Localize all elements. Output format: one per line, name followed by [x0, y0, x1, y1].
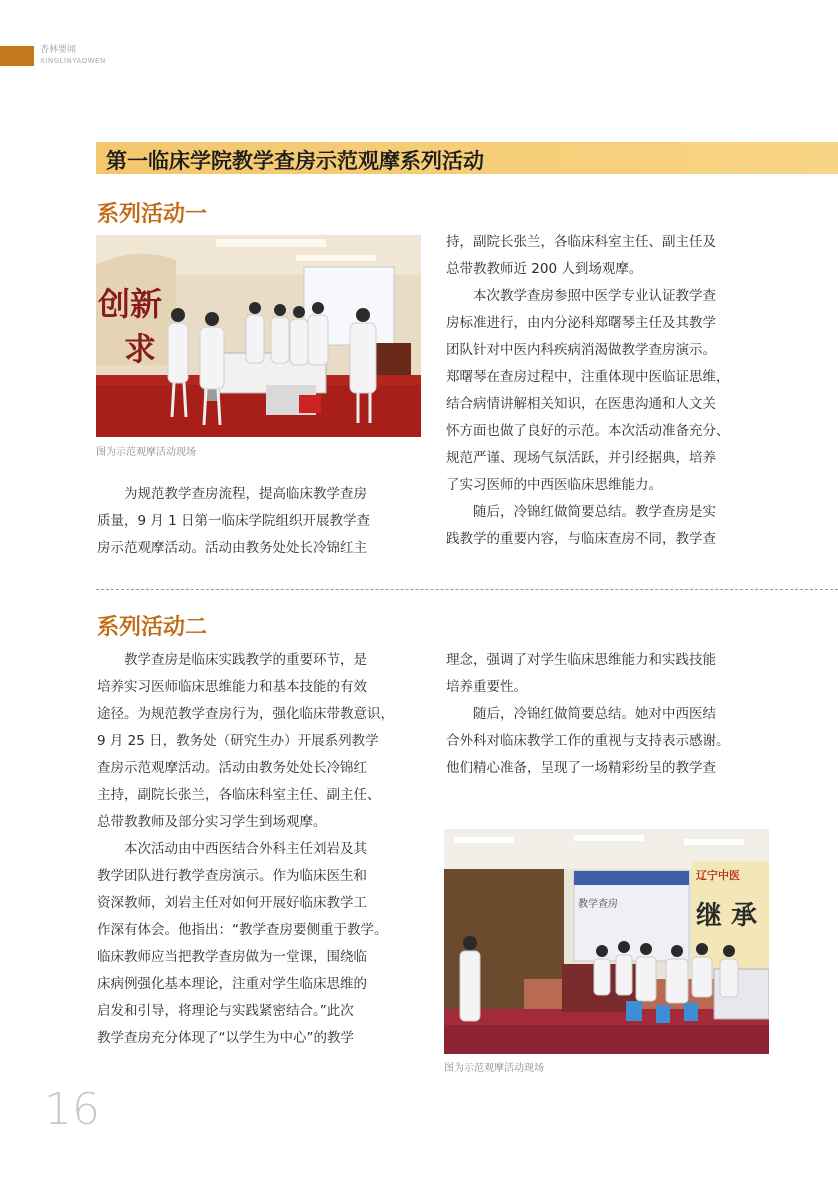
- page-number: 16: [44, 1084, 100, 1135]
- section1-banner-text-2: 求: [124, 330, 157, 368]
- paragraph-line: 床病例强化基本理论，注重对学生临床思维的: [97, 976, 367, 992]
- paragraph-line: 教学查房是临床实践教学的重要环节，是: [124, 652, 367, 668]
- paragraph-line: 他们精心准备，呈现了一场精彩纷呈的教学查: [446, 760, 716, 776]
- paragraph-line: 本次活动由中西医结合外科主任刘岩及其: [124, 841, 367, 857]
- paragraph-line: 郑曙琴在查房过程中，注重体现中医临证思维，: [446, 369, 730, 385]
- section-divider: [96, 589, 838, 590]
- section1-left-column: [97, 481, 427, 562]
- paragraph-line: 教学团队进行教学查房演示。作为临床医生和: [97, 868, 367, 884]
- paragraph-line: 结合病情讲解相关知识，在医患沟通和人文关: [446, 396, 716, 412]
- paragraph-line: 团队针对中医内科疾病消渴做教学查房演示。: [446, 342, 716, 358]
- paragraph-line: 查房示范观摩活动。活动由教务处处长冷锦红: [97, 760, 367, 776]
- paragraph-line: 房标准进行，由内分泌科郑曙琴主任及其教学: [446, 315, 716, 331]
- paragraph-line: 资深教师，刘岩主任对如何开展好临床教学工: [97, 895, 367, 911]
- paragraph-line: 规范严谨、现场气氛活跃，并引经据典，培养: [446, 450, 716, 466]
- paragraph-line: 9 月 25 日，教务处（研究生办）开展系列教学: [97, 733, 379, 749]
- paragraph-line: 临床教师应当把教学查房做为一堂课，围绕临: [97, 949, 367, 965]
- article-title-bar: [96, 142, 838, 174]
- section2-photo-caption: 图为示范观摩活动现场: [444, 1063, 544, 1074]
- section1-heading: 系列活动一: [97, 201, 208, 227]
- section1-right-column: [446, 229, 786, 553]
- header-section-name: 杏林要闻: [40, 45, 77, 55]
- paragraph-line: 质量，9 月 1 日第一临床学院组织开展教学查: [97, 513, 371, 529]
- paragraph-line: 房示范观摩活动。活动由教务处处长冷锦红主: [97, 540, 367, 556]
- paragraph-line: 合外科对临床教学工作的重视与支持表示感谢。: [446, 733, 730, 749]
- section1-photo-caption: 图为示范观摩活动现场: [96, 447, 196, 458]
- paragraph-line: 理念，强调了对学生临床思维能力和实践技能: [446, 652, 716, 668]
- paragraph-line: 启发和引导，将理论与实践紧密结合。”此次: [97, 1003, 354, 1019]
- paragraph-line: 主持，副院长张兰，各临床科室主任、副主任、: [97, 787, 381, 803]
- paragraph-line: 怀方面也做了良好的示范。本次活动准备充分、: [446, 423, 730, 439]
- paragraph-line: 教学查房充分体现了“以学生为中心”的教学: [97, 1030, 354, 1046]
- section2-heading: 系列活动二: [97, 614, 208, 640]
- paragraph-line: 培养重要性。: [446, 679, 527, 695]
- paragraph-line: 践教学的重要内容，与临床查房不同，教学查: [446, 531, 716, 547]
- section2-banner-text-1: 辽宁中医: [696, 869, 740, 882]
- header-section-pinyin: XINGLINYAOWEN: [40, 57, 106, 65]
- paragraph-line: 了实习医师的中西医临床思维能力。: [446, 477, 662, 493]
- paragraph-line: 作深有体会。他指出：“教学查房要侧重于教学。: [97, 922, 388, 938]
- paragraph-line: 总带教教师近 200 人到场观摩。: [446, 261, 643, 277]
- paragraph-line: 总带教教师及部分实习学生到场观摩。: [97, 814, 327, 830]
- section1-photo: [96, 235, 421, 437]
- paragraph-line: 持，副院长张兰，各临床科室主任、副主任及: [446, 234, 716, 250]
- paragraph-line: 本次教学查房参照中医学专业认证教学查: [473, 288, 716, 304]
- section1-banner-text-1: 创新: [98, 285, 163, 323]
- paragraph-line: 为规范教学查房流程，提高临床教学查房: [124, 486, 367, 502]
- section2-photo: [444, 829, 769, 1054]
- section2-banner-text-2: 继 承: [696, 901, 758, 931]
- article-title: 第一临床学院教学查房示范观摩系列活动: [106, 148, 484, 173]
- header-accent-block: [0, 46, 34, 66]
- paragraph-line: 随后，冷锦红做简要总结。她对中西医结: [473, 706, 716, 722]
- paragraph-line: 随后，冷锦红做简要总结。教学查房是实: [473, 504, 716, 520]
- section2-right-column: [446, 647, 786, 782]
- paragraph-line: 培养实习医师临床思维能力和基本技能的有效: [97, 679, 367, 695]
- section2-screen-text: 教学查房: [578, 899, 618, 910]
- paragraph-line: 途径。为规范教学查房行为，强化临床带教意识，: [97, 706, 394, 722]
- section2-left-column: [97, 647, 432, 1052]
